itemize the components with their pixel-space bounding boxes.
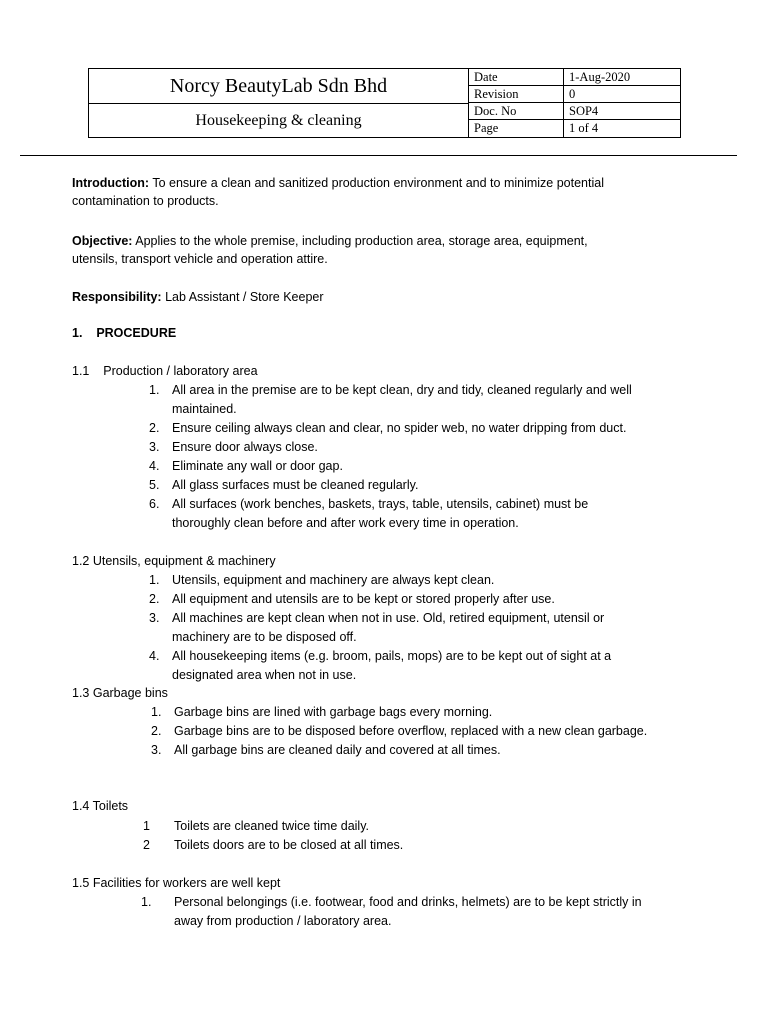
meta-key: Page <box>474 121 499 135</box>
meta-divider <box>563 120 564 137</box>
list-item-text: Eliminate any wall or door gap. <box>172 459 343 473</box>
list-item-text: Personal belongings (i.e. footwear, food and drinks, helmets) are to be kept strictly in <box>174 895 642 909</box>
list-item-text: All area in the premise are to be kept clean, dry and tidy, cleaned regularly and well <box>172 383 632 397</box>
meta-value: SOP4 <box>569 104 599 118</box>
list-number: 6. <box>149 497 160 511</box>
header-divider <box>20 155 737 156</box>
list-item-text: Garbage bins are to be disposed before overflow, replaced with a new clean garbage. <box>174 724 648 738</box>
meta-divider <box>563 69 564 86</box>
intro-line-1 <box>72 175 604 191</box>
list-item-text: machinery are to be disposed off. <box>172 630 357 644</box>
list-item-text: thoroughly clean before and after work every time in operation. <box>172 516 519 530</box>
responsibility-line <box>72 289 324 305</box>
meta-key: Revision <box>474 87 519 101</box>
meta-row-revision <box>469 86 680 103</box>
meta-row-date <box>469 69 680 86</box>
intro-text-2: contamination to products. <box>72 194 219 208</box>
meta-value: 1 of 4 <box>569 121 599 135</box>
list-number: 3. <box>151 743 162 757</box>
meta-row-doc-no <box>469 103 680 120</box>
list-number: 4. <box>149 459 160 473</box>
responsibility-label: Responsibility: <box>72 290 162 304</box>
meta-value: 1-Aug-2020 <box>569 70 631 84</box>
header-meta <box>469 69 680 137</box>
objective-text-1: Applies to the whole premise, including production area, storage area, equipment, <box>135 234 588 248</box>
objective-label: Objective: <box>72 234 133 248</box>
list-item-text: Utensils, equipment and machinery are always kept clean. <box>172 573 495 587</box>
list-number: 2. <box>149 592 160 606</box>
list-number: 2 <box>143 838 150 852</box>
list-item-text: All machines are kept clean when not in use. Old, retired equipment, utensil or <box>172 611 605 625</box>
list-number: 3. <box>149 611 160 625</box>
list-item-text: Garbage bins are lined with garbage bags every morning. <box>174 705 493 719</box>
list-item-text: designated area when not in use. <box>172 668 357 682</box>
list-number: 5. <box>149 478 160 492</box>
list-item-text: All garbage bins are cleaned daily and covered at all times. <box>174 743 501 757</box>
list-number: 1 <box>143 819 150 833</box>
list-number: 1. <box>149 573 160 587</box>
meta-value: 0 <box>569 87 576 101</box>
list-number: 2. <box>149 421 160 435</box>
list-item-text: All housekeeping items (e.g. broom, pails, mops) are to be kept out of sight at a <box>172 649 612 663</box>
section-1-5-heading: 1.5 Facilities for workers are well kept <box>72 876 281 890</box>
section-1-1-heading: 1.1 Production / laboratory area <box>72 364 258 378</box>
intro-label: Introduction: <box>72 176 150 190</box>
objective-line-1 <box>72 233 588 249</box>
list-item-text: All surfaces (work benches, baskets, trays, table, utensils, cabinet) must be <box>172 497 589 511</box>
list-item-text: All glass surfaces must be cleaned regularly. <box>172 478 419 492</box>
list-number: 1. <box>151 705 162 719</box>
company-name: Norcy BeautyLab Sdn Bhd <box>89 69 468 104</box>
list-item-text: Toilets are cleaned twice time daily. <box>174 819 369 833</box>
list-number: 1. <box>149 383 160 397</box>
list-item-text: away from production / laboratory area. <box>174 914 392 928</box>
meta-key: Doc. No <box>474 104 517 118</box>
intro-text-1: To ensure a clean and sanitized production environment and to minimize potential <box>152 176 604 190</box>
list-item-text: Toilets doors are to be closed at all times. <box>174 838 404 852</box>
list-number: 1. <box>141 895 152 909</box>
procedure-heading: 1. PROCEDURE <box>72 326 177 340</box>
list-number: 2. <box>151 724 162 738</box>
meta-divider <box>563 103 564 120</box>
meta-row-page <box>469 120 680 137</box>
list-number: 4. <box>149 649 160 663</box>
objective-text-2: utensils, transport vehicle and operation attire. <box>72 252 328 266</box>
section-1-2-heading: 1.2 Utensils, equipment & machinery <box>72 554 276 568</box>
list-item-text: Ensure door always close. <box>172 440 318 454</box>
document-header-table <box>88 68 681 138</box>
header-left <box>89 69 469 137</box>
section-1-4-heading: 1.4 Toilets <box>72 799 129 813</box>
list-item-text: Ensure ceiling always clean and clear, no spider web, no water dripping from duct. <box>172 421 627 435</box>
document-title: Housekeeping & cleaning <box>195 111 362 129</box>
section-1-3-heading: 1.3 Garbage bins <box>72 686 168 700</box>
list-number: 3. <box>149 440 160 454</box>
meta-divider <box>563 86 564 103</box>
list-item-text: All equipment and utensils are to be kept or stored properly after use. <box>172 592 555 606</box>
meta-key: Date <box>474 70 498 84</box>
responsibility-text: Lab Assistant / Store Keeper <box>165 290 324 304</box>
list-item-text: maintained. <box>172 402 237 416</box>
